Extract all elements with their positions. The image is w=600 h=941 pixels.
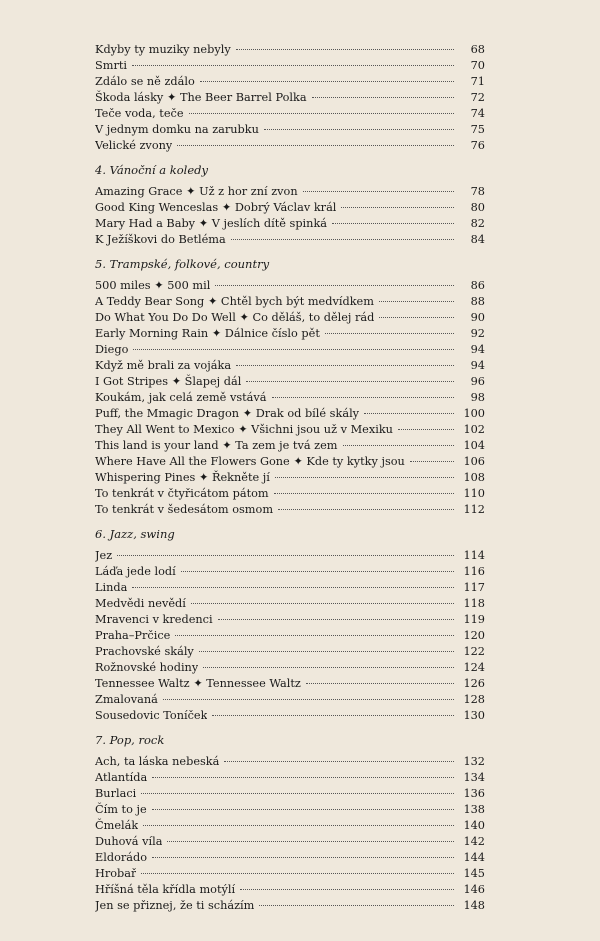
page-number: 145 <box>463 867 485 880</box>
toc-entry <box>95 422 485 438</box>
page-number: 116 <box>463 565 485 578</box>
toc-entry <box>95 454 485 470</box>
page-number: 100 <box>463 407 485 420</box>
entry-title: Zmalovaná <box>95 693 158 706</box>
toc-entry <box>95 374 485 390</box>
toc-entry <box>95 326 485 342</box>
entry-title: Atlantída <box>95 771 148 784</box>
dot-leader <box>177 145 454 146</box>
entry-title: Hříšná těla křídla motýlí <box>95 883 236 896</box>
entry-title: Burlaci <box>95 787 137 800</box>
entry-title: Smrti <box>95 59 128 72</box>
entry-title: Tennessee Waltz ✦ Tennessee Waltz <box>95 677 301 690</box>
dot-leader <box>143 825 454 826</box>
entry-title: Škoda lásky ✦ The Beer Barrel Polka <box>95 91 307 104</box>
entry-title: Jez <box>95 549 113 562</box>
entry-title: Mary Had a Baby ✦ V jeslích dítě spinká <box>95 217 328 230</box>
toc-entry <box>95 106 485 122</box>
toc-entry <box>95 278 485 294</box>
page-number: 132 <box>463 755 485 768</box>
toc-entry <box>95 898 485 914</box>
toc-entry <box>95 564 485 580</box>
toc-entry <box>95 644 485 660</box>
toc-entry <box>95 754 485 770</box>
dot-leader <box>325 333 454 334</box>
entry-title: Teče voda, teče <box>95 107 184 120</box>
dot-leader <box>218 619 454 620</box>
dot-leader <box>343 445 454 446</box>
entry-title: Where Have All the Flowers Gone ✦ Kde ty kytky jsou <box>95 455 405 468</box>
page-number: 130 <box>463 709 485 722</box>
dot-leader <box>312 97 454 98</box>
page-number: 96 <box>470 375 485 388</box>
page-number: 72 <box>470 91 485 104</box>
entry-title: Amazing Grace ✦ Už z hor zní zvon <box>95 185 298 198</box>
entry-title: Velické zvony <box>95 139 173 152</box>
entry-title: Mravenci v kredenci <box>95 613 213 626</box>
dot-leader <box>141 793 454 794</box>
entry-title: 500 miles ✦ 500 mil <box>95 279 211 292</box>
entry-title: K Ježíškovi do Betléma <box>95 233 226 246</box>
entry-title: Sousedovic Toníček <box>95 709 208 722</box>
entry-title: Linda <box>95 581 128 594</box>
page-number: 70 <box>470 59 485 72</box>
dot-leader <box>181 571 454 572</box>
toc-entry <box>95 802 485 818</box>
dot-leader <box>264 129 454 130</box>
dot-leader <box>175 635 454 636</box>
page-number: 98 <box>470 391 485 404</box>
dot-leader <box>306 683 454 684</box>
entry-title: Early Morning Rain ✦ Dálnice číslo pět <box>95 327 320 340</box>
toc-entry <box>95 502 485 518</box>
toc-entry <box>95 122 485 138</box>
dot-leader <box>278 509 454 510</box>
page-number: 114 <box>463 549 485 562</box>
page-number: 90 <box>470 311 485 324</box>
entry-title: Puff, the Mmagic Dragon ✦ Drak od bílé skály <box>95 407 360 420</box>
section-heading: 7. Pop, rock <box>95 733 165 747</box>
toc-entry <box>95 548 485 564</box>
page-number: 117 <box>463 581 485 594</box>
page-number: 92 <box>470 327 485 340</box>
toc-entry <box>95 882 485 898</box>
page-number: 112 <box>463 503 485 516</box>
page-number: 86 <box>470 279 485 292</box>
page-number: 119 <box>463 613 485 626</box>
entry-title: Hrobař <box>95 867 137 880</box>
page-number: 134 <box>463 771 485 784</box>
toc-entry <box>95 310 485 326</box>
entry-title: Diego <box>95 343 129 356</box>
toc-entry <box>95 342 485 358</box>
toc-entry <box>95 216 485 232</box>
toc-entry <box>95 184 485 200</box>
entry-title: Whispering Pines ✦ Řekněte jí <box>95 471 270 484</box>
entry-title: Jen se přiznej, že ti scházím <box>95 899 255 912</box>
toc-entry <box>95 692 485 708</box>
dot-leader <box>364 413 454 414</box>
page-number: 144 <box>463 851 485 864</box>
table-of-contents <box>95 42 485 914</box>
dot-leader <box>132 65 454 66</box>
entry-title: Good King Wenceslas ✦ Dobrý Václav král <box>95 201 337 214</box>
page-number: 118 <box>463 597 485 610</box>
toc-entry <box>95 866 485 882</box>
entry-title: Kdyby ty muziky nebyly <box>95 43 231 56</box>
dot-leader <box>398 429 454 430</box>
page-number: 75 <box>470 123 485 136</box>
toc-entry <box>95 834 485 850</box>
toc-entry <box>95 818 485 834</box>
page-number: 120 <box>463 629 485 642</box>
entry-title: Zdálo se ně zdálo <box>95 75 195 88</box>
entry-title: V jednym domku na zarubku <box>95 123 259 136</box>
toc-entry <box>95 486 485 502</box>
dot-leader <box>167 841 454 842</box>
toc-entry <box>95 358 485 374</box>
entry-title: Prachovské skály <box>95 645 194 658</box>
toc-entry <box>95 850 485 866</box>
toc-entry <box>95 138 485 154</box>
entry-title: Rožnovské hodiny <box>95 661 199 674</box>
page-number: 128 <box>463 693 485 706</box>
page-number: 122 <box>463 645 485 658</box>
dot-leader <box>199 651 454 652</box>
toc-entry <box>95 708 485 724</box>
page-number: 108 <box>463 471 485 484</box>
page-number: 94 <box>470 343 485 356</box>
entry-title: Láďa jede lodí <box>95 565 176 578</box>
page-number: 142 <box>463 835 485 848</box>
entry-title: A Teddy Bear Song ✦ Chtěl bych být medvídkem <box>95 295 374 308</box>
page-number: 74 <box>470 107 485 120</box>
dot-leader <box>272 397 454 398</box>
dot-leader <box>236 365 454 366</box>
entry-title: To tenkrát v šedesátom osmom <box>95 503 274 516</box>
toc-entry <box>95 660 485 676</box>
toc-entry <box>95 406 485 422</box>
page-number: 94 <box>470 359 485 372</box>
dot-leader <box>152 857 454 858</box>
entry-title: They All Went to Mexico ✦ Všichni jsou už v Mexiku <box>95 423 393 436</box>
page-number: 82 <box>470 217 485 230</box>
page-number: 138 <box>463 803 485 816</box>
dot-leader <box>191 603 454 604</box>
entry-title: Praha–Prčice <box>95 629 171 642</box>
dot-leader <box>152 777 454 778</box>
page-number: 76 <box>470 139 485 152</box>
toc-entry <box>95 200 485 216</box>
dot-leader <box>274 493 454 494</box>
toc-entry <box>95 596 485 612</box>
dot-leader <box>141 873 454 874</box>
dot-leader <box>240 889 454 890</box>
toc-entry <box>95 438 485 454</box>
page-number: 148 <box>463 899 485 912</box>
toc-entry <box>95 770 485 786</box>
dot-leader <box>341 207 454 208</box>
toc-entry <box>95 628 485 644</box>
dot-leader <box>215 285 454 286</box>
entry-title: Ach, ta láska nebeská <box>95 755 220 768</box>
section-heading: 4. Vánoční a koledy <box>95 163 208 177</box>
dot-leader <box>379 301 454 302</box>
entry-title: This land is your land ✦ Ta zem je tvá zem <box>95 439 338 452</box>
page-number: 68 <box>470 43 485 56</box>
entry-title: I Got Stripes ✦ Šlapej dál <box>95 375 242 388</box>
dot-leader <box>332 223 454 224</box>
dot-leader <box>212 715 454 716</box>
entry-title: Když mě brali za vojáka <box>95 359 232 372</box>
page-number: 110 <box>463 487 485 500</box>
dot-leader <box>410 461 454 462</box>
dot-leader <box>231 239 454 240</box>
dot-leader <box>133 349 454 350</box>
dot-leader <box>246 381 454 382</box>
dot-leader <box>203 667 454 668</box>
section-heading: 5. Trampské, folkové, country <box>95 257 270 271</box>
page-number: 126 <box>463 677 485 690</box>
page-number: 84 <box>470 233 485 246</box>
toc-entry <box>95 74 485 90</box>
dot-leader <box>200 81 454 82</box>
entry-title: Koukám, jak celá země vstává <box>95 391 267 404</box>
dot-leader <box>189 113 454 114</box>
page-number: 104 <box>463 439 485 452</box>
page-number: 71 <box>470 75 485 88</box>
entry-title: To tenkrát v čtyřicátom pátom <box>95 487 269 500</box>
toc-entry <box>95 676 485 692</box>
page-number: 124 <box>463 661 485 674</box>
dot-leader <box>224 761 454 762</box>
dot-leader <box>132 587 454 588</box>
toc-entry <box>95 90 485 106</box>
dot-leader <box>163 699 454 700</box>
page-number: 78 <box>470 185 485 198</box>
entry-title: Medvědi nevědí <box>95 597 186 610</box>
page-number: 146 <box>463 883 485 896</box>
toc-entry <box>95 470 485 486</box>
toc-entry <box>95 612 485 628</box>
toc-entry <box>95 390 485 406</box>
dot-leader <box>275 477 454 478</box>
entry-title: Eldorádo <box>95 851 148 864</box>
entry-title: Do What You Do Do Well ✦ Co děláš, to dělej rád <box>95 311 375 324</box>
toc-entry <box>95 232 485 248</box>
toc-entry <box>95 58 485 74</box>
entry-title: Duhová víla <box>95 835 163 848</box>
dot-leader <box>379 317 454 318</box>
page-number: 80 <box>470 201 485 214</box>
section-heading: 6. Jazz, swing <box>95 527 175 541</box>
toc-entry <box>95 580 485 596</box>
page-number: 140 <box>463 819 485 832</box>
page-number: 102 <box>463 423 485 436</box>
page-number: 88 <box>470 295 485 308</box>
dot-leader <box>259 905 454 906</box>
page-number: 136 <box>463 787 485 800</box>
dot-leader <box>152 809 454 810</box>
dot-leader <box>236 49 454 50</box>
toc-entry <box>95 786 485 802</box>
page-number: 106 <box>463 455 485 468</box>
entry-title: Čím to je <box>95 803 147 816</box>
dot-leader <box>117 555 454 556</box>
toc-entry <box>95 42 485 58</box>
toc-entry <box>95 294 485 310</box>
dot-leader <box>303 191 454 192</box>
entry-title: Čmelák <box>95 819 139 832</box>
